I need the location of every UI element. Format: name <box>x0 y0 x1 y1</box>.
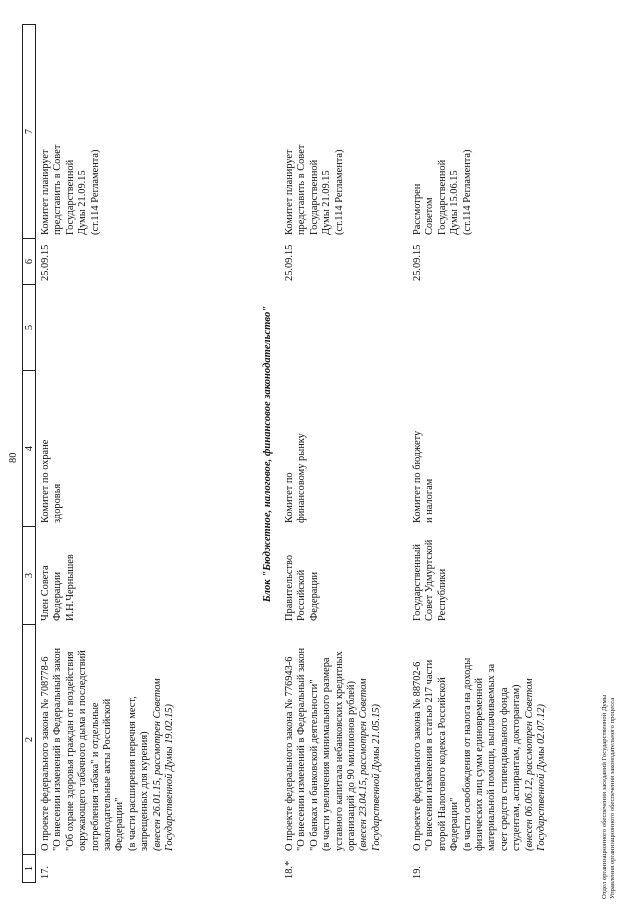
description-line: "О банках и банковской деятельности" <box>308 679 320 851</box>
note-line: Государственной <box>436 159 448 235</box>
responsible-committee <box>40 371 65 523</box>
initiator-line: Федерации <box>308 571 320 621</box>
column-header-2: 2 <box>23 625 36 855</box>
initiator-line: Совет Удмуртской <box>424 539 436 621</box>
note-line: Комитет планирует <box>40 149 51 235</box>
committee-line: Комитет по бюджету <box>412 430 423 523</box>
description-line: О проекте федерального закона № 708778-6 <box>40 656 51 851</box>
note-line: представить в Совет <box>296 144 308 235</box>
note-line: Комитет планирует <box>284 149 295 235</box>
page-number: 80 <box>8 452 19 463</box>
footer-line: Отдел организационного обеспечения заседаний Государственной Думы <box>601 694 608 899</box>
note-line: Государственной <box>308 159 320 235</box>
introduced-note: Государственной Думы 21.05.15) <box>370 704 382 851</box>
responsible-committee <box>412 371 437 523</box>
committee-line: здоровья <box>52 483 64 523</box>
note-line: (ст.114 Регламента) <box>89 149 101 235</box>
bill-description <box>284 625 383 851</box>
description-line: "О внесении изменений в Федеральный закон <box>296 647 308 851</box>
description-line: (в части расширения перечня мест, <box>126 696 138 851</box>
description-line: "О внесении изменений в Федеральный закон <box>52 647 64 851</box>
description-line: уставного капитала небанковских кредитных <box>333 651 345 851</box>
introduced-note: (внесен 26.01.15, рассмотрен Советом <box>151 678 163 851</box>
committee-line: и налогам <box>424 478 436 523</box>
initiator <box>412 529 449 621</box>
date: 25.09.15 <box>412 244 423 281</box>
description-line: Федерации" <box>114 797 126 851</box>
note-line: представить в Совет <box>52 144 64 235</box>
description-line: (в части освобождения от налога на доходы <box>461 657 473 851</box>
responsible-committee <box>284 371 309 523</box>
description-line: законодательные акты Российской <box>102 698 114 851</box>
note-line: Государственной <box>64 159 76 235</box>
row-number: 19. <box>412 866 423 879</box>
committee-line: Комитет по <box>284 472 295 523</box>
note-line: Думы 21.09.15 <box>321 170 333 235</box>
column-header-4: 4 <box>23 371 36 527</box>
description-line: счет средств стипендиального фонда <box>498 687 510 851</box>
note-line: Думы 21.09.15 <box>77 170 89 235</box>
section-block-title: Блок "Бюджетное, налоговое, финансовое законодательство" <box>262 305 273 603</box>
initiator-line: Правительство <box>284 554 295 621</box>
initiator <box>40 529 77 621</box>
column-header-1: 1 <box>23 855 36 883</box>
footer-line: Управления организационного обеспечения законодательного процесса <box>608 697 616 899</box>
committee-line: Комитет по охране <box>40 439 51 523</box>
row-number: 17. <box>40 866 51 879</box>
date: 25.09.15 <box>284 244 295 281</box>
description-line: О проекте федерального закона № 776943-6 <box>284 656 295 851</box>
description-line: студентам, аспирантам, докторантам) <box>511 684 523 851</box>
description-line: материальной помощи, выплачиваемых за <box>486 663 498 851</box>
description-line: "О внесении изменения в статью 217 части <box>424 659 436 851</box>
bill-description <box>40 625 176 851</box>
description-line: организаций до 90 миллионов рублей) <box>346 681 358 851</box>
column-header-7: 7 <box>23 25 36 239</box>
introduced-note: Государственной Думы 02.07.12) <box>536 704 548 851</box>
column-header-5: 5 <box>23 285 36 371</box>
note-line: (ст.114 Регламента) <box>461 149 473 235</box>
committee-line: финансовому рынку <box>296 433 308 523</box>
initiator-line: Республики <box>436 568 448 621</box>
initiator-line: И.Н.Чернышев <box>64 554 76 621</box>
introduced-note: (внесен 23.04.15, рассмотрен Советом <box>358 678 370 851</box>
note-line: Советом <box>424 197 436 235</box>
initiator-line: Российской <box>296 569 308 621</box>
introduced-note: Государственной Думы 19.02.15) <box>164 704 176 851</box>
status-note <box>284 107 346 235</box>
description-line: "Об охране здоровья граждан от воздействия <box>64 651 76 851</box>
description-line: Федерации" <box>449 797 461 851</box>
column-header-3: 3 <box>23 527 36 625</box>
bill-description <box>412 625 548 851</box>
description-line: запрещенных для курения) <box>139 731 151 851</box>
note-line: Рассмотрен <box>412 183 423 235</box>
column-header-table <box>22 24 36 883</box>
description-line: второй Налогового кодекса Российской <box>436 677 448 851</box>
initiator-line: Член Совета <box>40 565 51 621</box>
column-header-6: 6 <box>23 239 36 285</box>
footer-department <box>601 695 616 899</box>
row-number: 18.* <box>284 860 295 879</box>
status-note <box>40 107 102 235</box>
description-line: О проекте федерального закона № 88702-6 <box>412 661 423 851</box>
initiator-line: Федерации <box>52 571 64 621</box>
status-note <box>412 107 474 235</box>
note-line: Думы 15.06.15 <box>449 170 461 235</box>
initiator-line: Государственный <box>412 544 423 621</box>
initiator <box>284 529 321 621</box>
note-line: (ст.114 Регламента) <box>333 149 345 235</box>
description-line: окружающего табачного дыма и последствий <box>77 650 89 851</box>
introduced-note: (внесен 06.06.12, рассмотрен Советом <box>523 678 535 851</box>
date: 25.09.15 <box>40 244 51 281</box>
description-line: физических лиц сумм единовременной <box>474 677 486 851</box>
description-line: (в части увеличения минимального размера <box>321 657 333 851</box>
description-line: потребления табака" и отдельные <box>89 702 101 851</box>
